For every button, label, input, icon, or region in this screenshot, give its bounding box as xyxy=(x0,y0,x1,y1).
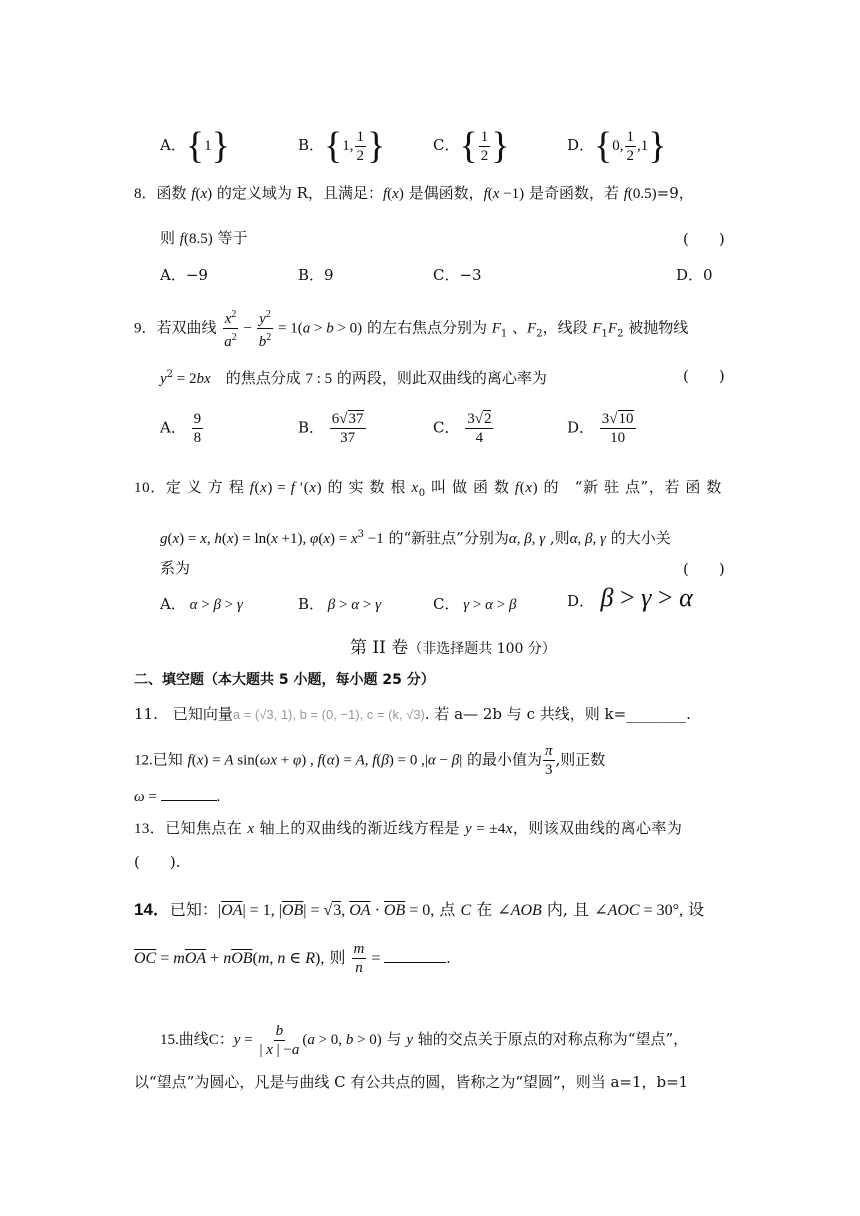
q9-option-d: D． $\frac{3√10}{10}$ xyxy=(567,411,634,446)
q7-option-c: C．{ $\frac{1}{2}$ } xyxy=(433,125,510,167)
q7-option-d: D．{0, $\frac{1}{2}$ ,1} xyxy=(567,125,667,167)
q14-line2: $\overline{OC} = m\overline{OA} + n\overline{OB}(m$, n ∈ R), 则 $\frac{m}{n}$ = . xyxy=(134,941,451,976)
q10-option-a: A． α > β > γ xyxy=(160,595,243,613)
q8-line1: 8．函数 f(x) 的定义域为 R，且满足：f(x) 是偶函数，f(x −1) 是奇函数，若 f(0.5)=9， xyxy=(134,184,694,202)
q9-line1: 9．若双曲线 $\frac{x^2}{a^2}$ − $\frac{y^2}{b^2}$ = 1(a > b > 0) 的左右焦点分别为 $F_1$ 、$F_2$，线段 $F_1F_2$ 被抛物线 xyxy=(134,306,688,352)
q8-option-b: B．9 xyxy=(298,266,334,284)
q10-answer-paren: ( ) xyxy=(683,560,725,578)
q12-line1: 12.已知 f(x) = A sin(ωx + φ) , f(α) = A, f(β) = 0 ,|α − β| 的最小值为 $\frac{\pi}{3}$ ,则正数 xyxy=(134,743,606,778)
q7-option-a: A．{1} xyxy=(160,125,230,167)
section-title-main: 第 II 卷 xyxy=(350,638,409,658)
q11-prefix: 11. 已知向量 xyxy=(134,705,233,723)
q10-line1: 10．定 义 方 程 f(x) = f ′(x) 的 实 数 根 $x_0$ 叫 做 函 数 f(x) 的 “新 驻 点”，若 函 数 xyxy=(134,478,722,499)
q14-line1: 14．已知：$|\overline{OA}| = 1$, $|\overline{OB}| = √3$, $\overline{OA} \cdot \overline{OB} = 0$, 点 C 在 ∠AOB 内, 且 ∠AOC = 30°, 设 xyxy=(134,900,705,919)
q8-answer-paren: ( ) xyxy=(683,230,725,248)
q13-line2: ( ). xyxy=(134,853,181,871)
q9-line2: $y^2 = 2bx$ 的焦点分成 7 : 5 的两段，则此双曲线的离心率为 xyxy=(160,369,547,387)
question-11 xyxy=(134,704,691,725)
q10-option-c: C． γ > α > β xyxy=(433,595,517,613)
q10-line2: g(x) = x, h(x) = ln(x +1), $\varphi(x) = x^3 -1$ 的“新驻点”分别为α, β, γ ,则α, β, γ 的大小关 xyxy=(160,529,671,547)
q9-option-a: A． $\frac{9}{8}$ xyxy=(160,411,202,446)
q10-line3: 系为 xyxy=(160,559,191,577)
section-title xyxy=(350,638,556,659)
q8-option-d: D．0 xyxy=(676,266,713,284)
q8-option-a: A．−9 xyxy=(160,266,208,284)
q13-line1: 13．已知焦点在 x 轴上的双曲线的渐近线方程是 y = ±4x，则该双曲线的离心率为 xyxy=(134,819,683,837)
q9-option-c: C． $\frac{3√2}{4}$ xyxy=(433,411,492,446)
q11-suffix: . 若 a— 2b 与 c 共线，则 k=________. xyxy=(424,705,691,723)
q9-option-b: B． $\frac{6√37}{37}$ xyxy=(298,411,364,446)
q8-line2: 则 f(8.5) 等于 xyxy=(160,229,248,247)
q10-option-d: D． β > γ > α xyxy=(567,583,693,612)
section-title-sub: （非选择题共 100 分） xyxy=(408,641,556,657)
q15-line2: 以“望点”为圆心，凡是与曲线 C 有公共点的圆，皆称之为“望圆”，则当 a=1，b=1 xyxy=(134,1073,689,1091)
q10-option-b: B． β > α > γ xyxy=(298,595,381,613)
q9-answer-paren: ( ) xyxy=(683,367,725,385)
fill-in-heading: 二、填空题（本大题共 5 小题，每小题 25 分） xyxy=(134,672,435,688)
q7-option-b: B．{1, $\frac{1}{2}$ } xyxy=(298,125,386,167)
q12-line2: ω = . xyxy=(134,789,221,805)
q15-line1: 15.曲线C：y = $\frac{b}{| x | -a}$ (a > 0, b > 0) 与 y 轴的交点关于原点的对称点称为“望点”， xyxy=(160,1022,689,1058)
q11-vectors: a = (√3, 1), b = (0, −1), c = (k, √3) xyxy=(232,707,425,722)
q8-option-c: C．−3 xyxy=(433,266,482,284)
